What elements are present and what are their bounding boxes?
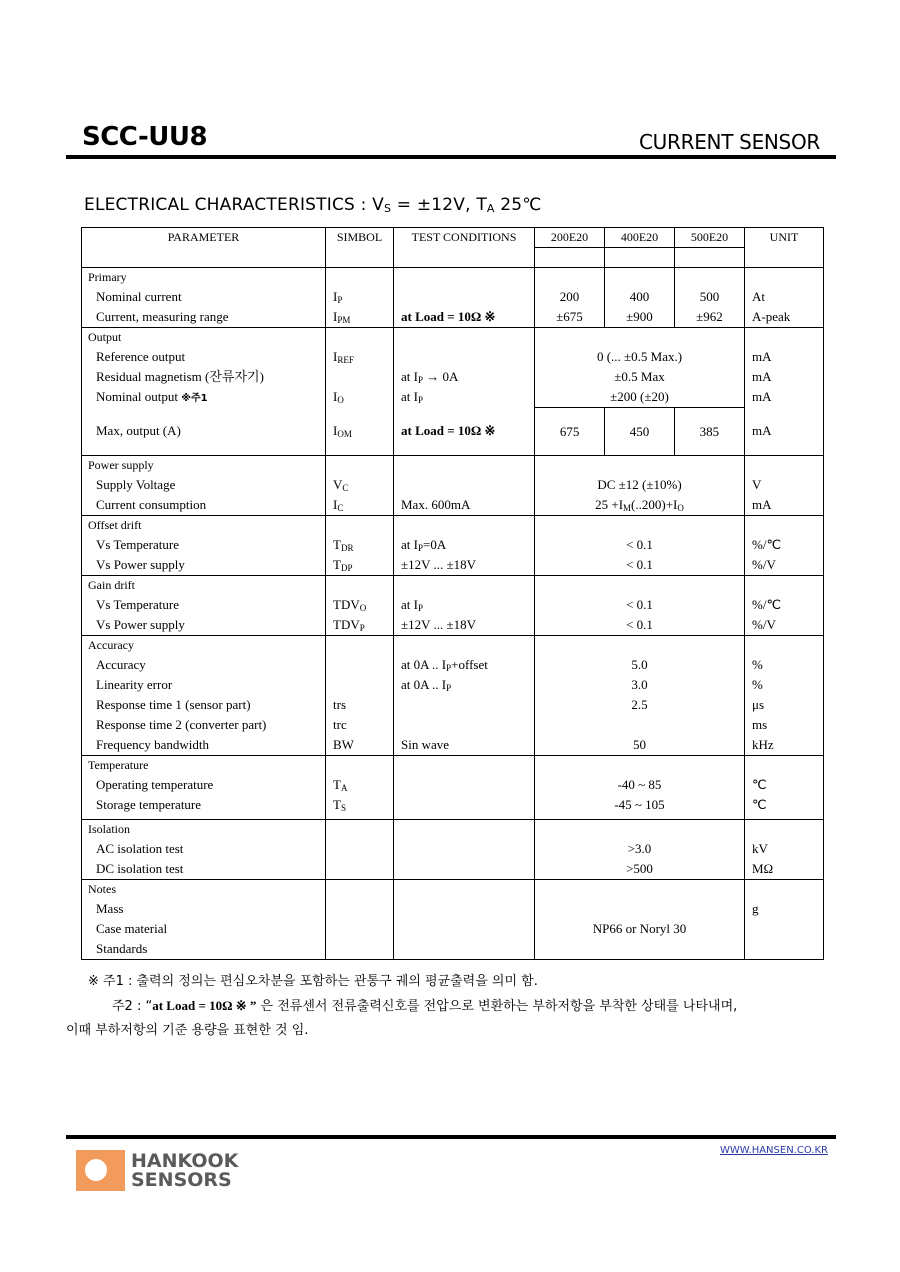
footnote-1: ※ 주1 : 출력의 정의는 편심오차분을 포함하는 관통구 궤의 평균출력을 의미 함. (88, 974, 538, 989)
group-isolation: Isolation AC isolation test DC isolation test >3.0 >500 kV MΩ (82, 820, 824, 880)
group-gain-drift: Gain drift Vs Temperature Vs Power supply $TDV_O$ $TDV_P$ at $I_P$ ±12V ... ±18V < 0.1 < 0.1 %/℃ %/V (82, 576, 824, 636)
group-primary: Primary Nominal current Current, measuring range $I_P$ $I_{PM}$ at Load = 10Ω ※ 200 ±675 400 ±900 500 ±962 At A-peak (82, 268, 824, 328)
col-model-1: 200E20 (535, 228, 605, 248)
col-model-2: 400E20 (605, 228, 675, 248)
company-logo: HANKOOK SENSORS (76, 1150, 238, 1191)
header-rule (66, 155, 836, 159)
website-link[interactable]: WWW.HANSEN.CO.KR (720, 1145, 828, 1156)
group-offset-drift: Offset drift Vs Temperature Vs Power supply $T_{DR}$ $T_{DP}$ at $I_P=0A$ ±12V ... ±18V < 0.1 < 0.1 %/℃ %/V (82, 516, 824, 576)
group-accuracy: Accuracy Accuracy Linearity error Response time 1 (sensor part) Response time 2 (converter part) Frequency bandwidth trs trc BW at 0A .. $I_P+offset$ at 0A .. $I_P$ Sin wave 5.0 3.0 2.5 50 % % μs ms kHz (82, 636, 824, 756)
group-temperature: Temperature Operating temperature Storage temperature $T_A$ $T_S$ -40 ~ 85 -45 ~ 105 ℃ ℃ (82, 756, 824, 820)
category-title: CURRENT SENSOR (639, 130, 820, 154)
group-power: Power supply Supply Voltage Current consumption $V_C$ $I_C$ Max. 600mA DC ±12 (±10%) $25 +I_M(..200)+I_O$ V mA (82, 456, 824, 516)
group-notes: Notes Mass Case material Standards NP66 or Noryl 30 g (82, 880, 824, 960)
spec-table (81, 227, 824, 960)
col-model-3: 500E20 (675, 228, 745, 248)
table-header (82, 228, 824, 248)
footnote-2-cont: 이때 부하저항의 기준 용량을 표현한 것 임. (66, 1023, 309, 1038)
footnote-2: 주2 : “at Load = 10Ω ※ ” 은 전류센서 전류출력신호를 전압으로 변환하는 부하저항을 부착한 상태를 나타내며, (112, 998, 738, 1014)
footnotes (66, 970, 836, 1043)
group-output: Output Reference output Residual magnetism (잔류자기) Nominal output ※주1 Max, output (A) $I_{REF}$ $I_O$ $I_{OM}$ at $I_P \to 0A$ at $I_P$ at Load = 10Ω ※ 0 (... ±0.5 Max.) ±0.5 Max ±200 (±20) 675 450 385 mA mA mA mA (82, 328, 824, 456)
col-test: TEST CONDITIONS (394, 228, 535, 268)
col-symbol: SIMBOL (326, 228, 394, 268)
model-title: SCC-UU8 (82, 122, 208, 152)
logo-mark-icon (76, 1150, 125, 1191)
footer-rule (66, 1135, 836, 1139)
col-parameter: PARAMETER (82, 228, 326, 268)
section-title: ELECTRICAL CHARACTERISTICS : $V_S = \pm 12V$, $T_A$ 25℃ (84, 195, 542, 215)
col-unit: UNIT (745, 228, 824, 268)
